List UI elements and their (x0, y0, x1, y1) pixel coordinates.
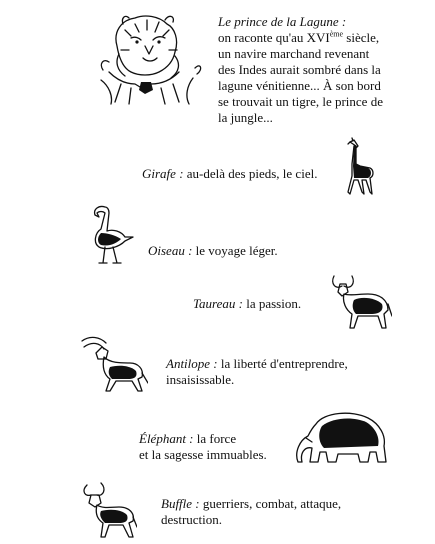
intro-line-1: on raconte qu'au XVIème siècle, (218, 29, 380, 45)
intro-block (218, 14, 430, 126)
elephant-icon (294, 406, 390, 468)
intro-line-3: des Indes aurait sombré dans la (218, 62, 381, 77)
giraffe-icon (340, 136, 380, 198)
bird-icon (83, 203, 135, 267)
entry-girafe: Girafe : au-delà des pieds, le ciel. (142, 166, 318, 181)
entry-antilope: Antilope : la liberté d'entreprendre, insaisissable. (166, 356, 348, 387)
intro-line-2: un navire marchand revenant (218, 46, 370, 61)
entry-oiseau: Oiseau : le voyage léger. (148, 243, 278, 258)
buffalo-icon (77, 477, 137, 541)
intro-line-5: se trouvait un tigre, le prince de (218, 94, 383, 109)
intro-line-6: la jungle... (218, 110, 273, 125)
bull-icon (328, 270, 392, 332)
intro-line-4: lagune vénitienne... À son bord (218, 78, 381, 93)
entry-taureau: Taureau : la passion. (193, 296, 302, 311)
entry-buffle: Buffle : guerriers, combat, attaque, destruction. (161, 496, 342, 527)
entry-elephant: Éléphant : la force et la sagesse immuables. (139, 431, 267, 462)
antelope-icon (80, 333, 148, 393)
intro-title: Le prince de la Lagune : (218, 14, 347, 29)
tiger-icon (95, 10, 207, 108)
